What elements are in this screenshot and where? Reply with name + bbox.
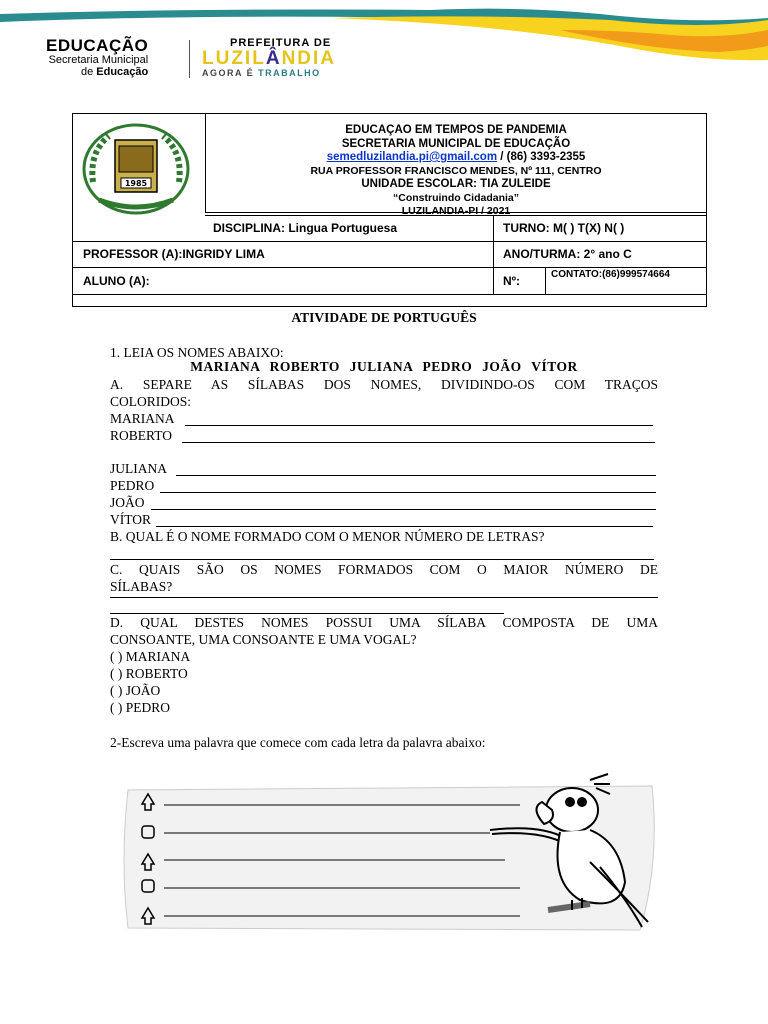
education-logo-sub2: de Educação [80,66,149,78]
prefeitura-logo-top: PREFEITURA DE [230,37,332,49]
option-mariana[interactable]: ( ) MARIANA [110,649,191,664]
header-line2: SECRETARIA MUNICIPAL DE EDUCAÇÃO [341,137,571,150]
prefeitura-logo-slogan: AGORA É TRABALHO [202,68,321,78]
logo-divider [189,40,190,78]
answer-label-roberto: ROBERTO [110,428,172,443]
answer-label-mariana: MARIANA [110,411,175,426]
answer-label-juliana: JULIANA [110,461,167,476]
option-joao[interactable]: ( ) JOÃO [110,683,161,698]
activity-title: ATIVIDADE DE PORTUGUÊS [291,310,477,325]
question-2: 2-Escreva uma palavra que comece com cada letra da palavra abaixo: [110,735,486,750]
answer-line-vitor[interactable] [156,526,653,527]
answer-line-juliana[interactable] [176,475,656,476]
professor-field: PROFESSOR (A):INGRIDY LIMA [83,247,265,261]
answer-line-1c-a[interactable] [110,597,658,598]
names-list: MARIANA ROBERTO JULIANA PEDRO JOÃO VÍTOR [190,359,578,374]
answer-line-roberto[interactable] [182,442,655,443]
education-logo-sub1: Secretaria Municipal [48,54,149,66]
education-logo [46,37,148,78]
aluno-field: ALUNO (A): [83,274,150,288]
answer-label-vitor: VÍTOR [110,512,152,527]
answer-line-joao[interactable] [151,509,656,510]
question-1d-line2: CONSOANTE, UMA CONSOANTE E UMA VOGAL? [110,632,417,647]
question-1a-line1: A. SEPARE AS SÍLABAS DOS NOMES, DIVIDINDO-OS COM TRAÇOS [110,377,658,392]
answer-line-1c-b[interactable] [110,613,504,614]
prefeitura-logo [202,37,336,78]
question-1c-line2: SÍLABAS? [110,579,173,594]
question-1b: B. QUAL É O NOME FORMADO COM O MENOR NÚMERO DE LETRAS? [110,529,545,544]
school-info-block [205,114,706,217]
contato-field: CONTATO:(86)999574664 [551,269,670,280]
email-link[interactable]: semedluzilandia.pi@gmail.com [326,151,498,163]
turno-field: TURNO: M( ) T(X) N( ) [503,221,625,235]
option-pedro[interactable]: ( ) PEDRO [110,700,170,715]
header-city-year: LUZILANDIA-PI / 2021 [401,205,511,217]
answer-line-1b[interactable] [110,559,654,560]
school-seal-icon [79,122,194,217]
answer-line-mariana[interactable] [185,425,653,426]
header-contact-line: semedluzilandia.pi@gmail.com / (86) 3393-2355 [326,151,586,163]
ano-turma-field: ANO/TURMA: 2° ano C [503,247,632,261]
education-logo-title: EDUCAÇÃO [46,36,149,55]
school-header-table [72,113,707,307]
question-1: 1. LEIA OS NOMES ABAIXO: [110,345,284,360]
question-1d-line1: D. QUAL DESTES NOMES POSSUI UMA SÍLABA COMPOSTA DE UMA [110,615,658,630]
header-school-unit: UNIDADE ESCOLAR: TIA ZULEIDE [361,178,551,190]
svg-text:1985: 1985 [124,179,148,188]
answer-label-joao: JOÃO [110,495,145,510]
parrot-illustration [120,772,660,942]
prefeitura-logo-city: LUZILÂNDIA [202,48,337,69]
question-1a-line2: COLORIDOS: [110,394,192,409]
header-motto: “Construindo Cidadania” [393,191,519,204]
answer-line-pedro[interactable] [160,492,656,493]
numero-field: Nº: [503,274,521,288]
answer-label-pedro: PEDRO [110,478,155,493]
option-roberto[interactable]: ( ) ROBERTO [110,666,188,681]
disciplina-field: DISCIPLINA: Lingua Portuguesa [213,221,398,235]
header-address: RUA PROFESSOR FRANCISCO MENDES, Nº 111, CENTRO [310,164,602,177]
header-line1: EDUCAÇAO EM TEMPOS DE PANDEMIA [345,124,567,136]
question-1c-line1: C. QUAIS SÃO OS NOMES FORMADOS COM O MAIOR NÚMERO DE [110,562,658,577]
